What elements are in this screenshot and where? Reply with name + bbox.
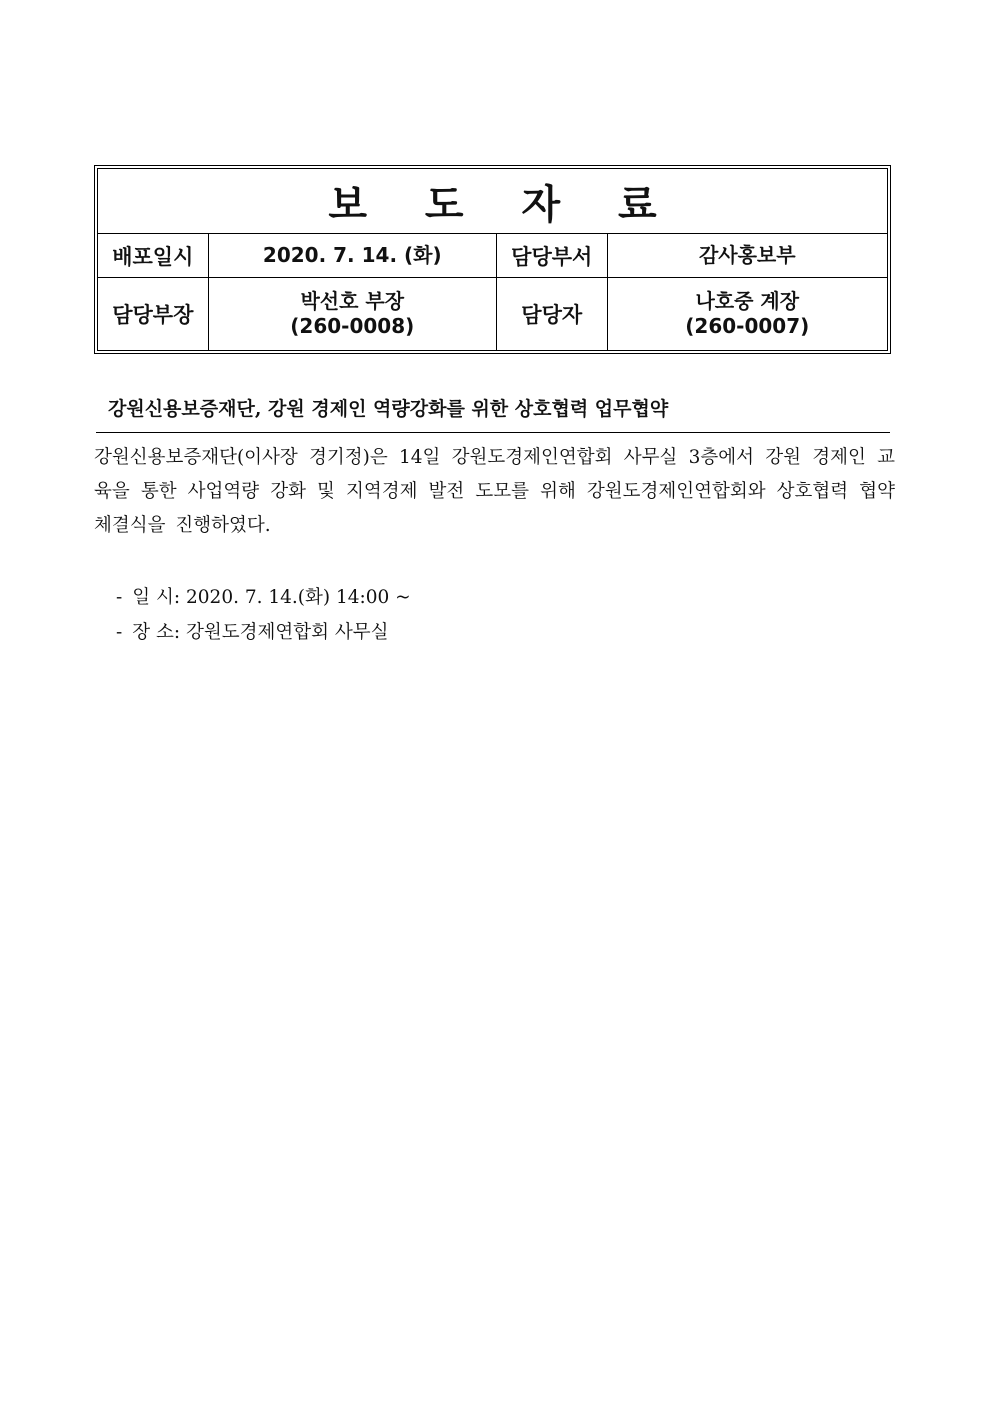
contact-phone: (260-0007) (685, 314, 810, 339)
article-body: 강원신용보증재단(이사장 경기정)은 14일 강원도경제인연합회 사무실 3층에서 강원 경제인 교육을 통한 사업역량 강화 및 지역경제 발전 도모를 위해 강원도경제인연합회와 상호협력 협약 체결식을 진행하였다. (94, 447, 895, 536)
release-date-value: 2020. 7. 14. (화) (208, 234, 496, 278)
document-title: 보 도 자 료 (98, 169, 888, 234)
department-value: 감사홍보부 (607, 234, 887, 278)
header-table (97, 168, 888, 351)
contact-name: 나호중 계장 (695, 289, 800, 314)
article-headline: 강원신용보증재단, 강원 경제인 역량강화를 위한 상호협력 업무협약 (96, 393, 890, 433)
event-location: - 장 소: 강원도경제연합회 사무실 (116, 622, 389, 643)
manager-phone: (260-0008) (290, 314, 415, 339)
event-datetime: - 일 시: 2020. 7. 14.(화) 14:00 ~ (116, 587, 411, 608)
contact-value (607, 278, 887, 351)
release-date-label: 배포일시 (98, 234, 209, 278)
contact-label: 담당자 (496, 278, 607, 351)
department-label: 담당부서 (496, 234, 607, 278)
manager-label: 담당부장 (98, 278, 209, 351)
press-release-header (94, 165, 891, 354)
manager-value (208, 278, 496, 351)
event-details (116, 580, 411, 650)
manager-name: 박선호 부장 (300, 289, 405, 314)
